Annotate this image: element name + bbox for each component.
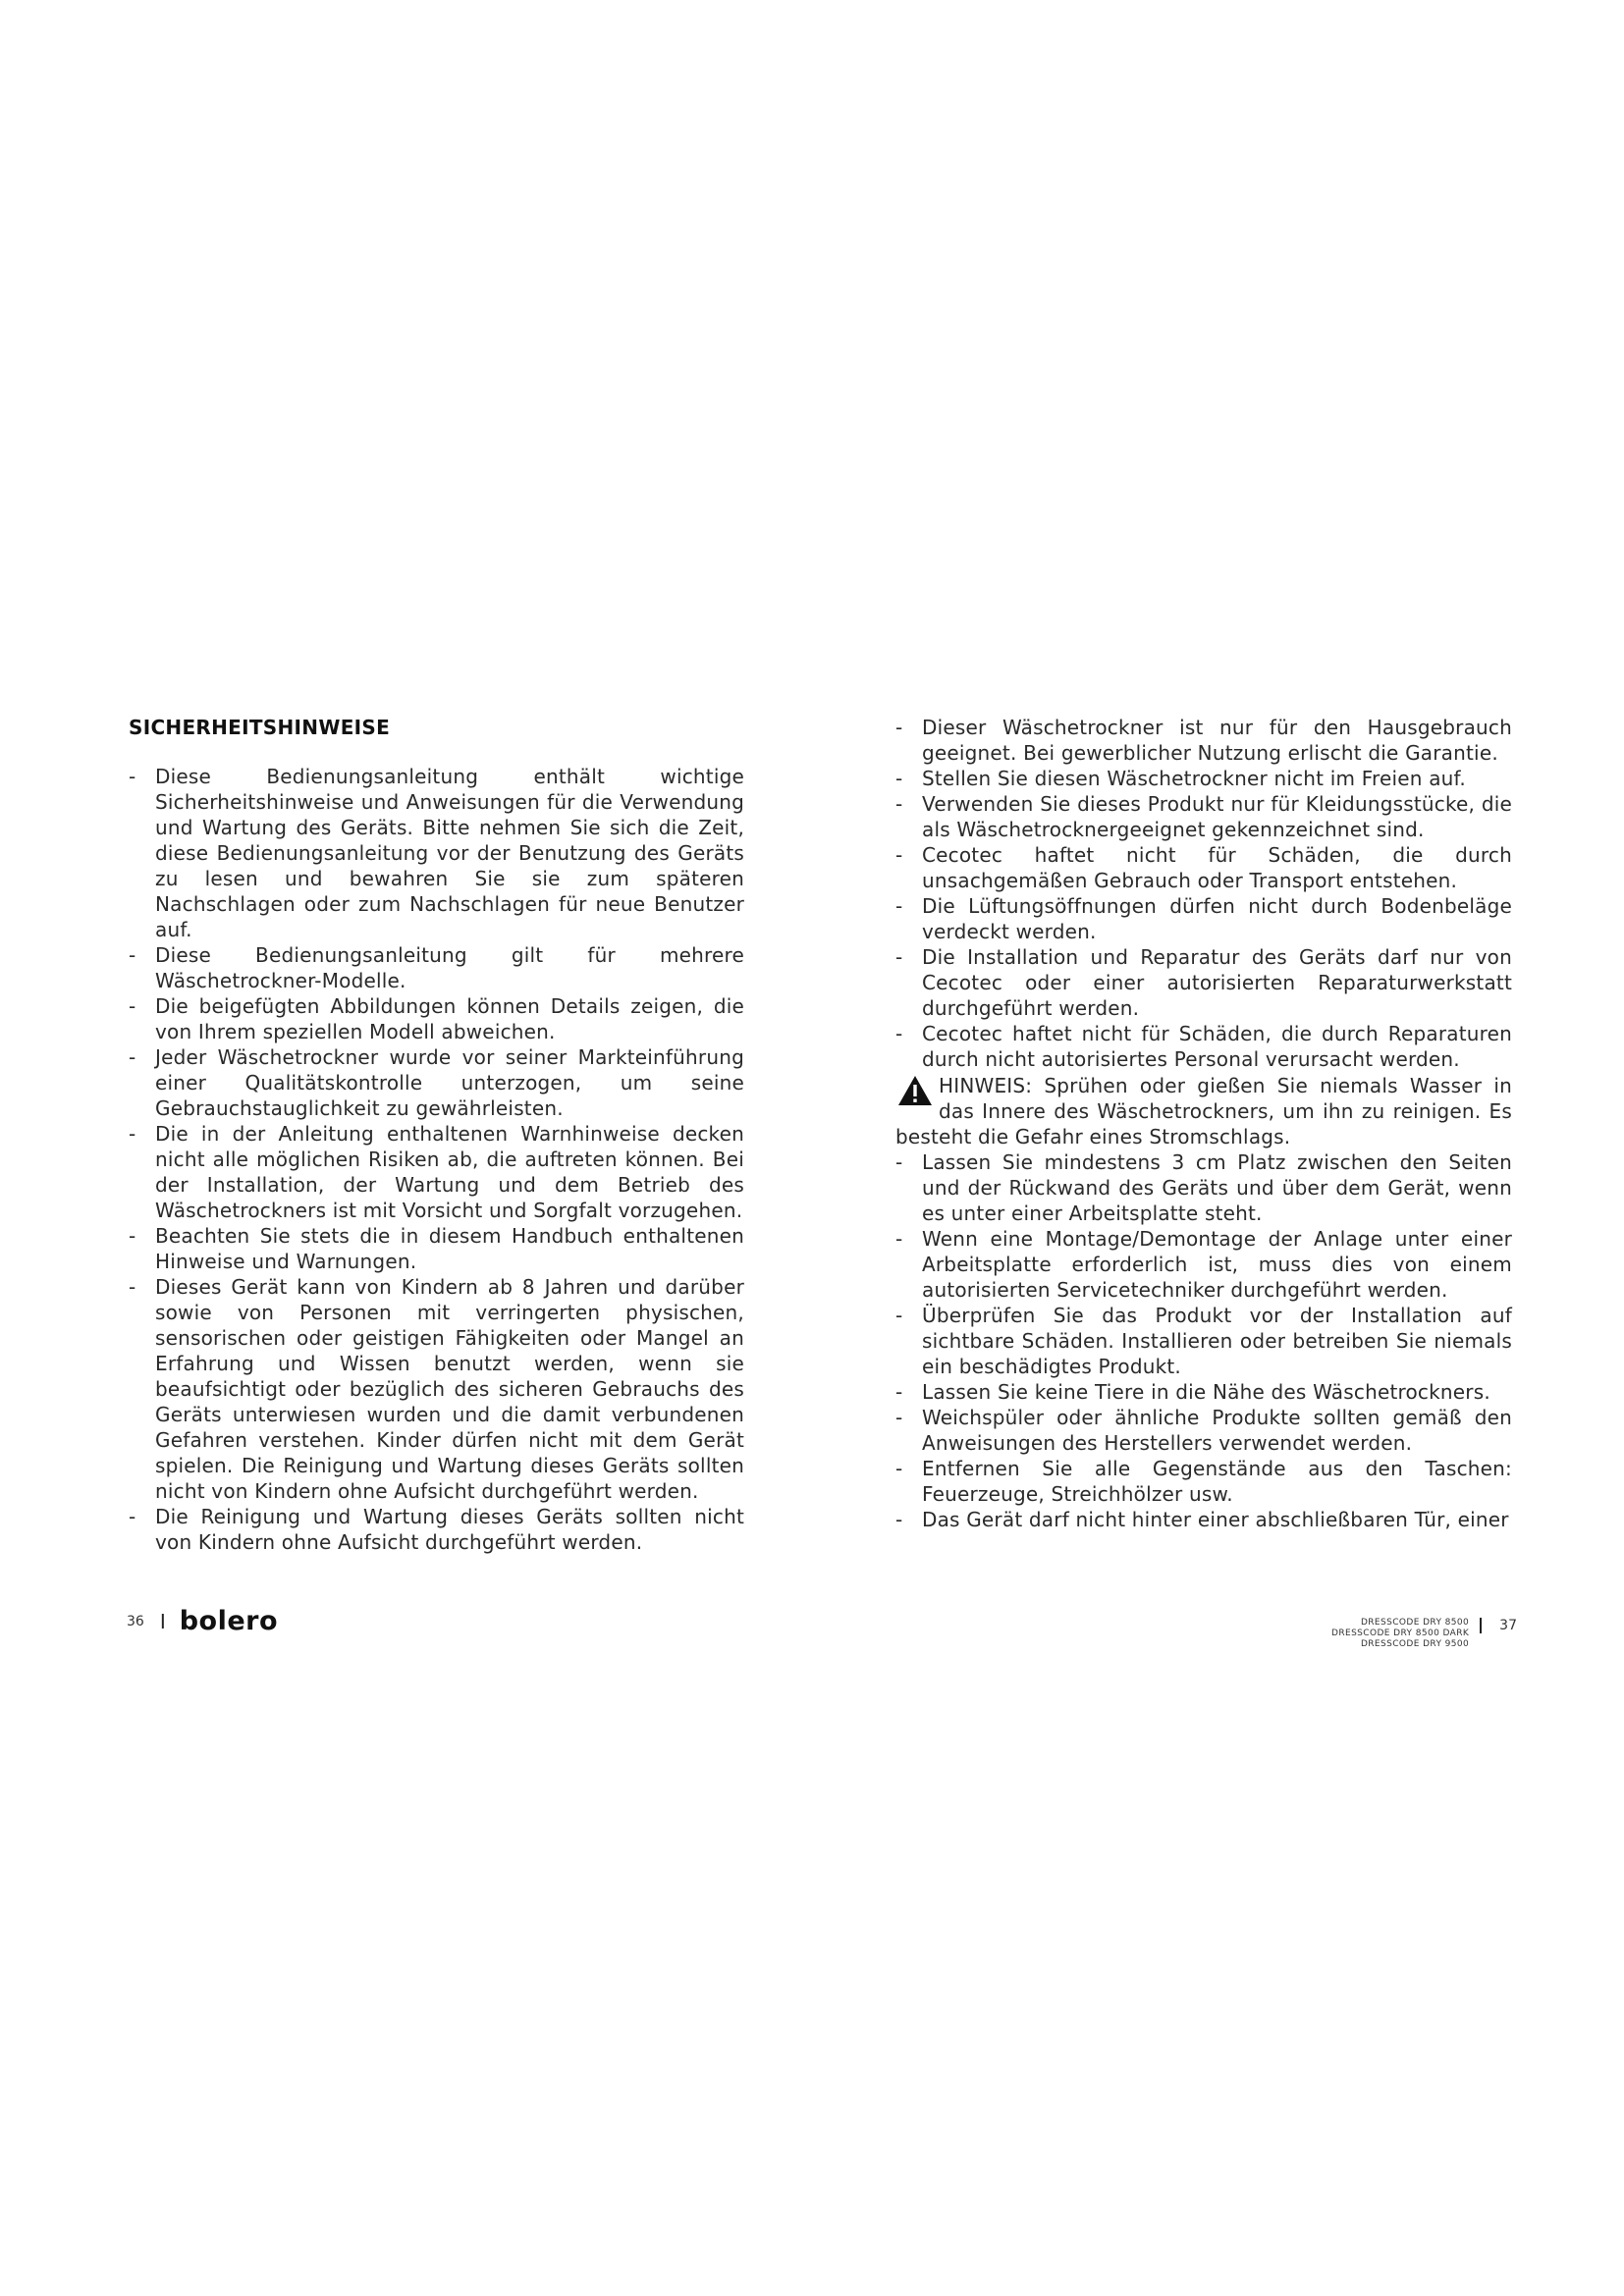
list-item: - Lassen Sie keine Tiere in die Nähe des Wäschetrockners. <box>895 1379 1512 1405</box>
footer-right <box>1331 1618 1517 1650</box>
list-item: - Stellen Sie diesen Wäschetrockner nicht im Freien auf. <box>895 766 1512 791</box>
right-bullet-list-bottom <box>895 1149 1512 1532</box>
footer-divider <box>1480 1618 1482 1633</box>
brand-logo: bolero <box>179 1606 279 1636</box>
right-page-number: 37 <box>1499 1618 1517 1633</box>
list-item: - Diese Bedienungsanleitung gilt für mehrere Wäschetrockner-Modelle. <box>129 942 744 993</box>
warning-text: HINWEIS: Sprühen oder gießen Sie niemals Wasser in das Innere des Wäschetrockners, um ihn zu reinigen. Es besteht die Gefahr eines Stromschlags. <box>895 1074 1512 1148</box>
list-item: - Die Installation und Reparatur des Geräts darf nur von Cecotec oder einer autorisierten Reparaturwerkstatt durchgeführt werden. <box>895 944 1512 1021</box>
list-item: - Das Gerät darf nicht hinter einer abschließbaren Tür, einer <box>895 1507 1512 1532</box>
list-item: - Entfernen Sie alle Gegenstände aus den Taschen: Feuerzeuge, Streichhölzer usw. <box>895 1456 1512 1507</box>
list-item: - Überprüfen Sie das Produkt vor der Installation auf sichtbare Schäden. Installieren oder betreiben Sie niemals ein beschädigtes Produkt. <box>895 1303 1512 1379</box>
list-item: - Die in der Anleitung enthaltenen Warnhinweise decken nicht alle möglichen Risiken ab, die auftreten können. Bei der Installation, der Wartung und dem Betrieb des Wäschetrockners ist mit Vorsicht und Sorgfalt vorzugehen. <box>129 1121 744 1223</box>
list-item: - Die Reinigung und Wartung dieses Geräts sollten nicht von Kindern ohne Aufsicht durchgeführt werden. <box>129 1504 744 1555</box>
right-bullet-list-top <box>895 715 1512 1072</box>
list-item: - Cecotec haftet nicht für Schäden, die durch Reparaturen durch nicht autorisiertes Personal verursacht werden. <box>895 1021 1512 1072</box>
list-item: - Diese Bedienungsanleitung enthält wichtige Sicherheitshinweise und Anweisungen für die Verwendung und Wartung des Geräts. Bitte nehmen Sie sich die Zeit, diese Bedienungsanleitung vor der Benutzung des Geräts zu lesen und bewahren Sie sie zum späteren Nachschlagen oder zum Nachschlagen für neue Benutzer auf. <box>129 764 744 942</box>
left-page-number: 36 <box>127 1613 144 1629</box>
list-item: - Die Lüftungsöffnungen dürfen nicht durch Bodenbeläge verdeckt werden. <box>895 893 1512 944</box>
section-title: SICHERHEITSHINWEISE <box>129 716 391 739</box>
right-column <box>895 715 1512 1532</box>
list-item: - Lassen Sie mindestens 3 cm Platz zwischen den Seiten und der Rückwand des Geräts und über dem Gerät, wenn es unter einer Arbeitsplatte steht. <box>895 1149 1512 1226</box>
list-item: - Weichspüler oder ähnliche Produkte sollten gemäß den Anweisungen des Herstellers verwendet werden. <box>895 1405 1512 1456</box>
list-item: - Cecotec haftet nicht für Schäden, die durch unsachgemäßen Gebrauch oder Transport entstehen. <box>895 842 1512 893</box>
model-name: DRESSCODE DRY 8500 <box>1360 1618 1470 1628</box>
left-bullet-list <box>129 764 744 1555</box>
left-column <box>129 715 744 1555</box>
list-item: - Beachten Sie stets die in diesem Handbuch enthaltenen Hinweise und Warnungen. <box>129 1223 744 1274</box>
model-list <box>1331 1618 1469 1650</box>
list-item: - Jeder Wäschetrockner wurde vor seiner Markteinführung einer Qualitätskontrolle unterzogen, um seine Gebrauchstauglichkeit zu gewährleisten. <box>129 1044 744 1121</box>
list-item: - Dieser Wäschetrockner ist nur für den Hausgebrauch geeignet. Bei gewerblicher Nutzung erlischt die Garantie. <box>895 715 1512 766</box>
footer-left <box>127 1606 278 1636</box>
list-item: - Die beigefügten Abbildungen können Details zeigen, die von Ihrem speziellen Modell abweichen. <box>129 993 744 1044</box>
footer-separator: I <box>159 1609 166 1633</box>
list-item: - Verwenden Sie dieses Produkt nur für Kleidungsstücke, die als Wäschetrocknergeeignet gekennzeichnet sind. <box>895 791 1512 842</box>
list-item: - Wenn eine Montage/Demontage der Anlage unter einer Arbeitsplatte erforderlich ist, muss dies von einem autorisierten Servicetechniker durchgeführt werden. <box>895 1226 1512 1303</box>
warning-note <box>895 1073 1512 1149</box>
list-item: - Dieses Gerät kann von Kindern ab 8 Jahren und darüber sowie von Personen mit verringerten physischen, sensorischen oder geistigen Fähigkeiten oder Mangel an Erfahrung und Wissen benutzt werden, wenn sie beaufsichtigt oder bezüglich des sicheren Gebrauchs des Geräts unterwiesen wurden und die damit verbundenen Gefahren verstehen. Kinder dürfen nicht mit dem Gerät spielen. Die Reinigung und Wartung dieses Geräts sollten nicht von Kindern ohne Aufsicht durchgeführt werden. <box>129 1274 744 1504</box>
model-name: DRESSCODE DRY 8500 DARK <box>1331 1629 1470 1638</box>
model-name: DRESSCODE DRY 9500 <box>1360 1639 1470 1649</box>
warning-triangle-icon <box>897 1075 933 1106</box>
